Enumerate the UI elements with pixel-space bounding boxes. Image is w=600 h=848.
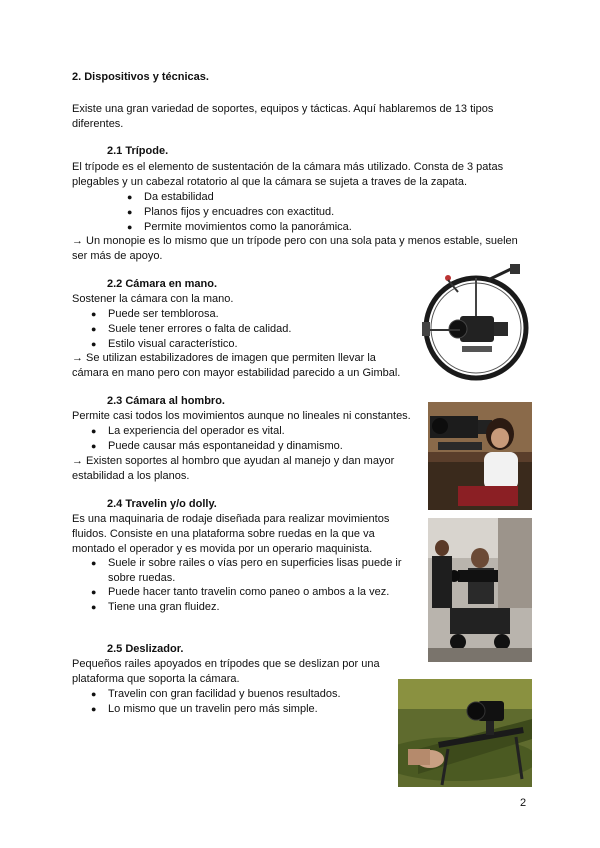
mano-bullet-1: ● Puede ser temblorosa. [91,308,219,320]
tripode-bullet-1: ● Da estabilidad [127,191,214,203]
heading-hombro: 2.3 Cámara al hombro. [107,395,225,407]
heading-tripode: 2.1 Trípode. [107,145,169,157]
deslizador-bullet-1: ● Travelin con gran facilidad y buenos resultados. [91,688,341,700]
section-title: 2. Dispositivos y técnicas. [72,71,209,83]
deslizador-body: Pequeños railes apoyados en trípodes que se deslizan por una plataforma que soporta la cámara. [72,658,380,685]
gimbal-photo [418,262,536,388]
heading-deslizador: 2.5 Deslizador. [107,643,184,655]
heading-mano: 2.2 Cámara en mano. [107,278,218,290]
page-number: 2 [520,797,527,809]
mano-note: → Se utilizan estabilizadores de imagen que permiten llevar la cámara en mano pero con mayor estabilidad parecido a un Gimbal. [72,352,401,379]
dolly-body: Es una maquinaria de rodaje diseñada para realizar movimientos fluidos. Consiste en una plataforma sobre ruedas en la que va montado el operador y es movida por un operario maquinista. [72,513,390,555]
hombro-body: Permite casi todos los movimientos aunque no lineales ni constantes. [72,410,411,422]
hombro-bullet-2: ● Puede causar más espontaneidad y dinamismo. [91,440,343,452]
tripode-note: → Un monopie es lo mismo que un trípode pero con una sola pata y menos estable, suelen ser más de apoyo. [72,235,518,262]
dolly-bullet-1: ● Suele ir sobre railes o vías pero en superficies lisas puede ir sobre ruedas. [91,557,402,584]
heading-dolly: 2.4 Travelin y/o dolly. [107,498,217,510]
dolly-bullet-2: ● Puede hacer tanto travelin como paneo o ambos a la vez. [91,586,390,598]
mano-bullet-2: ● Suele tener errores o falta de calidad. [91,323,292,335]
deslizador-bullet-2: ● Lo mismo que un travelin pero más simple. [91,703,318,715]
hombro-bullet-1: ● La experiencia del operador es vital. [91,425,285,437]
shoulder-rig-photo [428,402,532,510]
dolly-bullet-3: ● Tiene una gran fluidez. [91,601,220,613]
mano-body: Sostener la cámara con la mano. [72,293,234,305]
tripode-bullet-2: ● Planos fijos y encuadres con exactitud. [127,206,335,218]
section-intro: Existe una gran variedad de soportes, equipos y tácticas. Aquí hablaremos de 13 tipos diferentes. [72,103,494,130]
slider-photo [398,679,532,787]
dolly-photo [428,518,532,662]
tripode-body: El trípode es el elemento de sustentación de la cámara más utilizado. Consta de 3 patas plegables y un cabezal rotatorio al que la cámara se sujeta a traves de la zapata. [72,161,504,188]
mano-bullet-3: ● Estilo visual característico. [91,338,238,350]
tripode-bullet-3: ● Permite movimientos como la panorámica. [127,221,352,233]
hombro-note: → Existen soportes al hombro que ayudan al manejo y dan mayor estabilidad a los planos. [72,455,395,482]
